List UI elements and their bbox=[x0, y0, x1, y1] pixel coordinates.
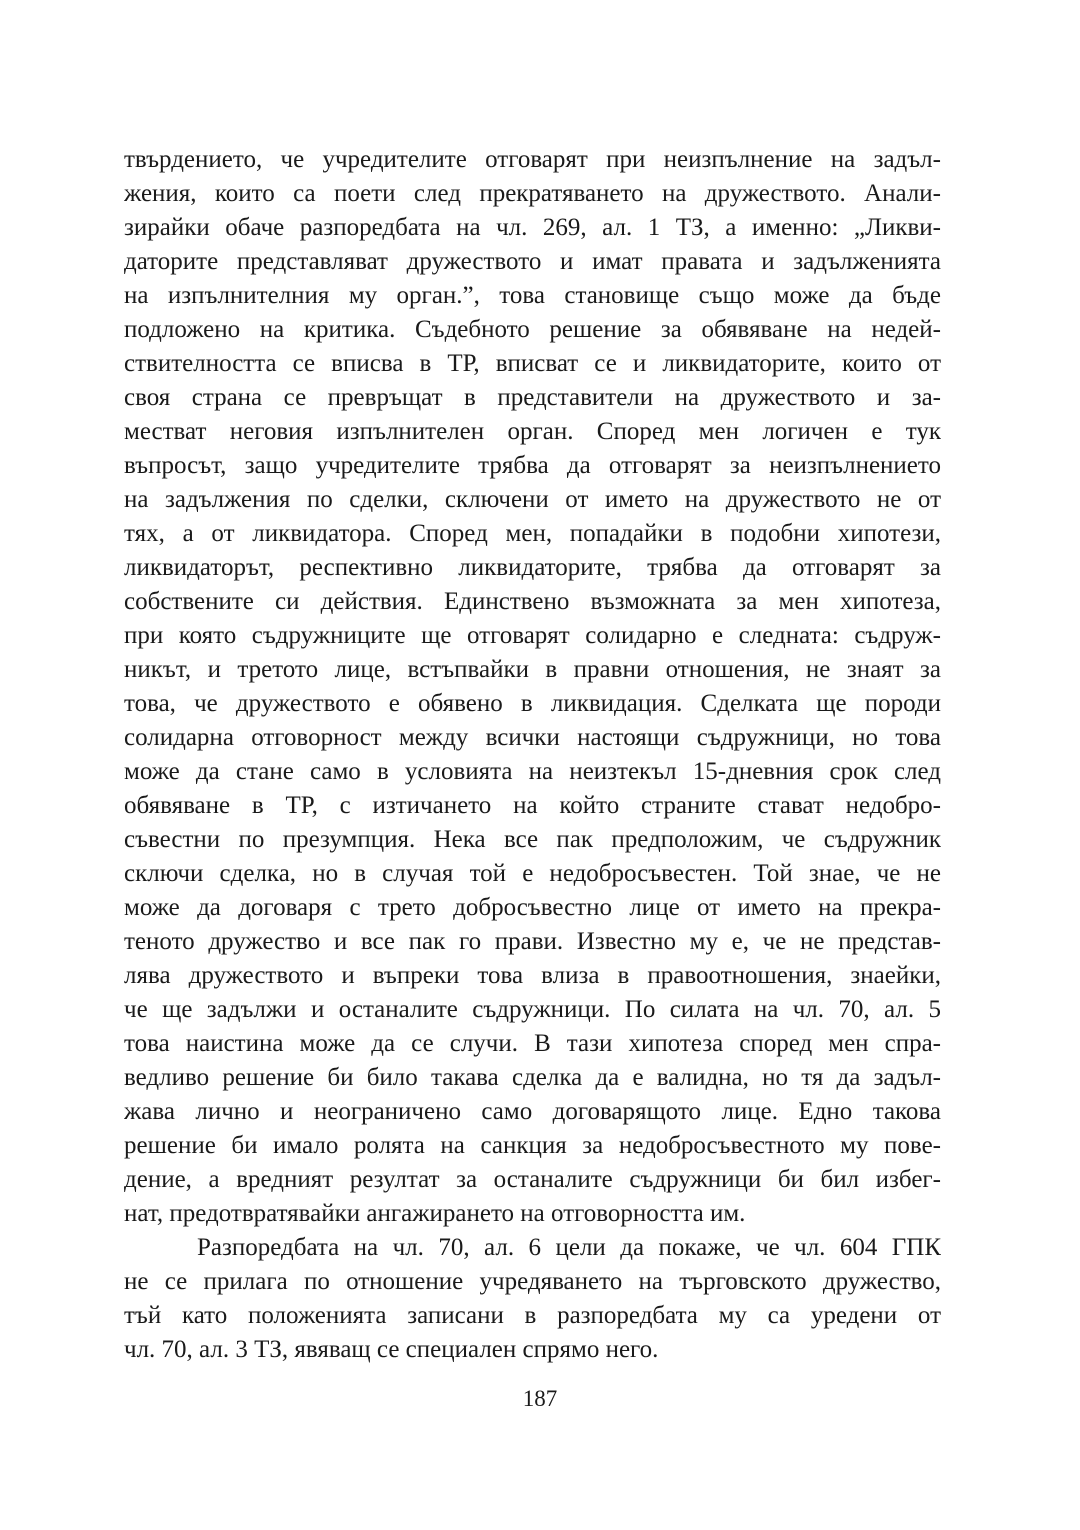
text-line: жава лично и неограничено само договарящото лице. Едно такова bbox=[124, 1098, 941, 1125]
text-line: при която съдружниците ще отговарят солидарно е следната: съдруж- bbox=[124, 622, 941, 649]
text-line: ликвидаторът, респективно ликвидаторите, трябва да отговарят за bbox=[124, 554, 941, 581]
text-line: Разпоредбата на чл. 70, ал. 6 цели да покаже, че чл. 604 ГПК bbox=[197, 1234, 941, 1261]
text-line: местват неговия изпълнителен орган. Според мен логичен е тук bbox=[124, 418, 941, 445]
paragraph-1 bbox=[124, 143, 941, 1231]
text-line: може да договаря с трето добросъвестно лице от името на прекра- bbox=[124, 894, 941, 921]
text-line: тъй като положенията записани в разпоредбата му са уредени от bbox=[124, 1302, 941, 1329]
text-line: собствените си действия. Единствено възможната за мен хипотеза, bbox=[124, 588, 941, 615]
paragraph-2 bbox=[124, 1231, 941, 1367]
text-line: това наистина може да се случи. В тази хипотеза според мен спра- bbox=[124, 1030, 941, 1057]
text-line: солидарна отговорност между всички настоящи съдружници, но това bbox=[124, 724, 941, 751]
text-line: тях, а от ликвидатора. Според мен, попадайки в подобни хипотези, bbox=[124, 520, 941, 547]
text-line: никът, и третото лице, встъпвайки в правни отношения, не знаят за bbox=[124, 656, 941, 683]
page-number: 187 bbox=[522, 1386, 558, 1411]
text-line: зирайки обаче разпоредбата на чл. 269, ал. 1 ТЗ, а именно: „Ликви- bbox=[124, 214, 941, 241]
text-line: лява дружеството и въпреки това влиза в правоотношения, знаейки, bbox=[124, 962, 941, 989]
text-line: чл. 70, ал. 3 ТЗ, явяващ се специален спрямо него. bbox=[124, 1336, 659, 1363]
text-line: на изпълнителния му орган.”, това становище също може да бъде bbox=[124, 282, 941, 309]
text-line: дение, а вредният резултат за останалите съдружници би бил избег- bbox=[124, 1166, 941, 1193]
text-line: това, че дружеството е обявено в ликвидация. Сделката ще породи bbox=[124, 690, 941, 717]
text-line: може да стане само в условията на неизтекъл 15-дневния срок след bbox=[124, 758, 941, 785]
text-line: ствителността се вписва в ТР, вписват се и ликвидаторите, които от bbox=[124, 350, 941, 377]
text-line: подложено на критика. Съдебното решение за обявяване на недей- bbox=[124, 316, 941, 343]
text-line: решение би имало ролята на санкция за недобросъвестното му пове- bbox=[124, 1132, 941, 1159]
text-line: че ще задължи и останалите съдружници. По силата на чл. 70, ал. 5 bbox=[124, 996, 941, 1023]
text-line: обявяване в ТР, с изтичането на който страните стават недобро- bbox=[124, 792, 941, 819]
text-line: въпросът, защо учредителите трябва да отговарят за неизпълнението bbox=[124, 452, 941, 479]
text-line: не се прилага по отношение учредяването на търговското дружество, bbox=[124, 1268, 941, 1295]
text-line: жения, които са поети след прекратяването на дружеството. Анали- bbox=[124, 180, 941, 207]
text-line: сключи сделка, но в случая той е недобросъвестен. Той знае, че не bbox=[124, 860, 941, 887]
text-line: нат, предотвратявайки ангажирането на отговорността им. bbox=[124, 1200, 746, 1227]
text-line: съвестни по презумпция. Нека все пак предположим, че съдружник bbox=[124, 826, 941, 853]
text-line: своя страна се превръщат в представители на дружеството и за- bbox=[124, 384, 941, 411]
text-line: ведливо решение би било такава сделка да е валидна, но тя да задъл- bbox=[124, 1064, 941, 1091]
text-line: твърдението, че учредителите отговарят при неизпълнение на задъл- bbox=[124, 146, 941, 173]
text-line: на задължения по сделки, сключени от името на дружеството не от bbox=[124, 486, 941, 513]
text-line: теното дружество и все пак го прави. Известно му е, че не представ- bbox=[124, 928, 941, 955]
body-text bbox=[124, 143, 941, 1367]
text-line: даторите представляват дружеството и имат правата и задълженията bbox=[124, 248, 941, 275]
